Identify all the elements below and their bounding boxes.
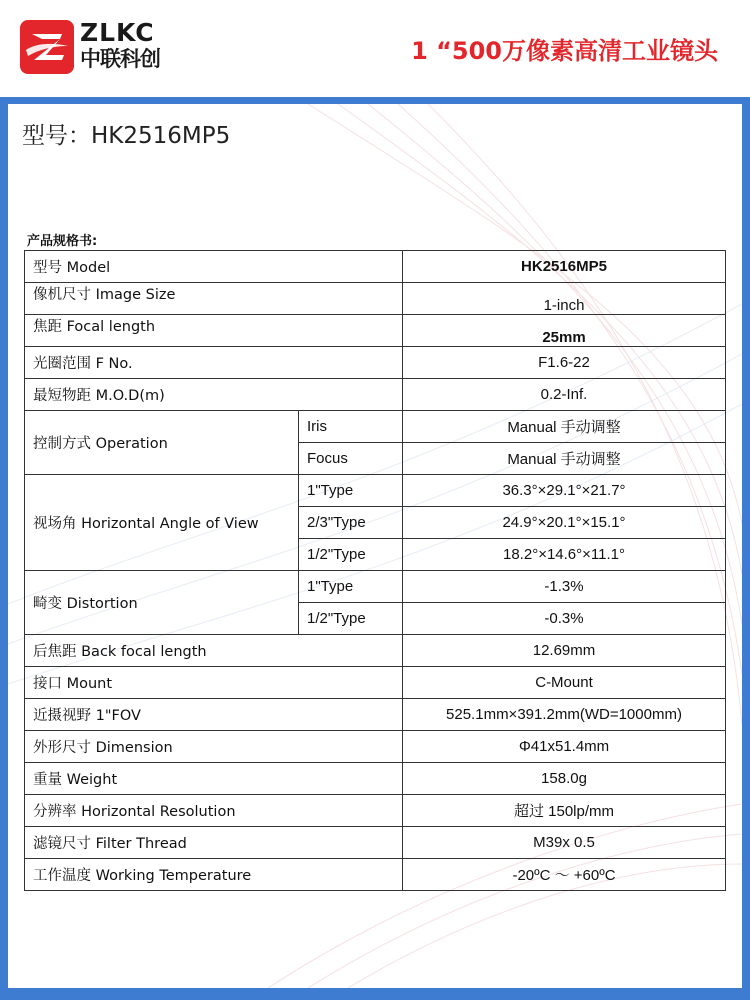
table-row: [25, 699, 726, 731]
top-blue-band: [0, 97, 750, 104]
spec-label: 外形尺寸 Dimension: [25, 731, 403, 763]
spec-label: 接口 Mount: [25, 667, 403, 699]
table-row: [25, 731, 726, 763]
spec-value: 12.69mm: [403, 635, 726, 667]
right-frame-border: [742, 104, 750, 988]
logo-chinese-name: 中联科创: [80, 47, 160, 71]
table-row: [25, 571, 726, 603]
spec-value: 24.9°×20.1°×15.1°: [403, 507, 726, 539]
table-row: [25, 859, 726, 891]
spec-value: 0.2-Inf.: [403, 379, 726, 411]
spec-value: -20ºC ～ +60ºC: [403, 859, 726, 891]
spec-value: -0.3%: [403, 603, 726, 635]
table-row: [25, 763, 726, 795]
spec-label: 后焦距 Back focal length: [25, 635, 403, 667]
spec-sublabel: Iris: [299, 411, 403, 443]
spec-sublabel: 1"Type: [299, 571, 403, 603]
spec-label: 视场角 Horizontal Angle of View: [25, 475, 299, 571]
table-row: [25, 827, 726, 859]
spec-value: 超过 150lp/mm: [403, 795, 726, 827]
table-row: [25, 379, 726, 411]
zlkc-logo-icon: [20, 20, 74, 74]
page-title: 1 “500万像素高清工业镜头: [411, 37, 718, 65]
spec-value: HK2516MP5: [403, 251, 726, 283]
spec-label: 畸变 Distortion: [25, 571, 299, 635]
table-row: [25, 315, 726, 347]
bottom-blue-band: [0, 988, 750, 1000]
spec-label: 重量 Weight: [25, 763, 403, 795]
spec-caption: 产品规格书:: [27, 234, 98, 249]
spec-sublabel: 1"Type: [299, 475, 403, 507]
spec-table: [24, 250, 726, 891]
spec-label: 像机尺寸 Image Size: [25, 283, 403, 315]
table-row: [25, 635, 726, 667]
left-frame-border: [0, 104, 8, 988]
spec-label: 滤镜尺寸 Filter Thread: [25, 827, 403, 859]
spec-label: 焦距 Focal length: [25, 315, 403, 347]
spec-label: 近摄视野 1"FOV: [25, 699, 403, 731]
table-row: [25, 251, 726, 283]
logo-wordmark: ZLKC: [80, 18, 155, 47]
page-header: [0, 0, 750, 97]
spec-label: 光圈范围 F No.: [25, 347, 403, 379]
table-row: [25, 795, 726, 827]
spec-value: 1-inch: [403, 283, 726, 315]
spec-value: C-Mount: [403, 667, 726, 699]
spec-label: 分辨率 Horizontal Resolution: [25, 795, 403, 827]
spec-sublabel: Focus: [299, 443, 403, 475]
spec-sublabel: 1/2"Type: [299, 539, 403, 571]
table-row: [25, 667, 726, 699]
spec-value: -1.3%: [403, 571, 726, 603]
table-row: [25, 347, 726, 379]
table-row: [25, 411, 726, 443]
table-row: [25, 283, 726, 315]
spec-sublabel: 1/2"Type: [299, 603, 403, 635]
spec-value: 158.0g: [403, 763, 726, 795]
spec-sublabel: 2/3"Type: [299, 507, 403, 539]
spec-value: 25mm: [403, 315, 726, 347]
spec-value: Φ41x51.4mm: [403, 731, 726, 763]
spec-value: 36.3°×29.1°×21.7°: [403, 475, 726, 507]
spec-label: 工作温度 Working Temperature: [25, 859, 403, 891]
spec-label: 型号 Model: [25, 251, 403, 283]
table-row: [25, 475, 726, 507]
spec-label: 最短物距 M.O.D(m): [25, 379, 403, 411]
spec-value: Manual 手动调整: [403, 411, 726, 443]
spec-value: 18.2°×14.6°×11.1°: [403, 539, 726, 571]
spec-label: 控制方式 Operation: [25, 411, 299, 475]
spec-value: M39x 0.5: [403, 827, 726, 859]
spec-value: Manual 手动调整: [403, 443, 726, 475]
model-heading: 型号：HK2516MP5: [22, 123, 231, 149]
spec-value: 525.1mm×391.2mm(WD=1000mm): [403, 699, 726, 731]
spec-value: F1.6-22: [403, 347, 726, 379]
